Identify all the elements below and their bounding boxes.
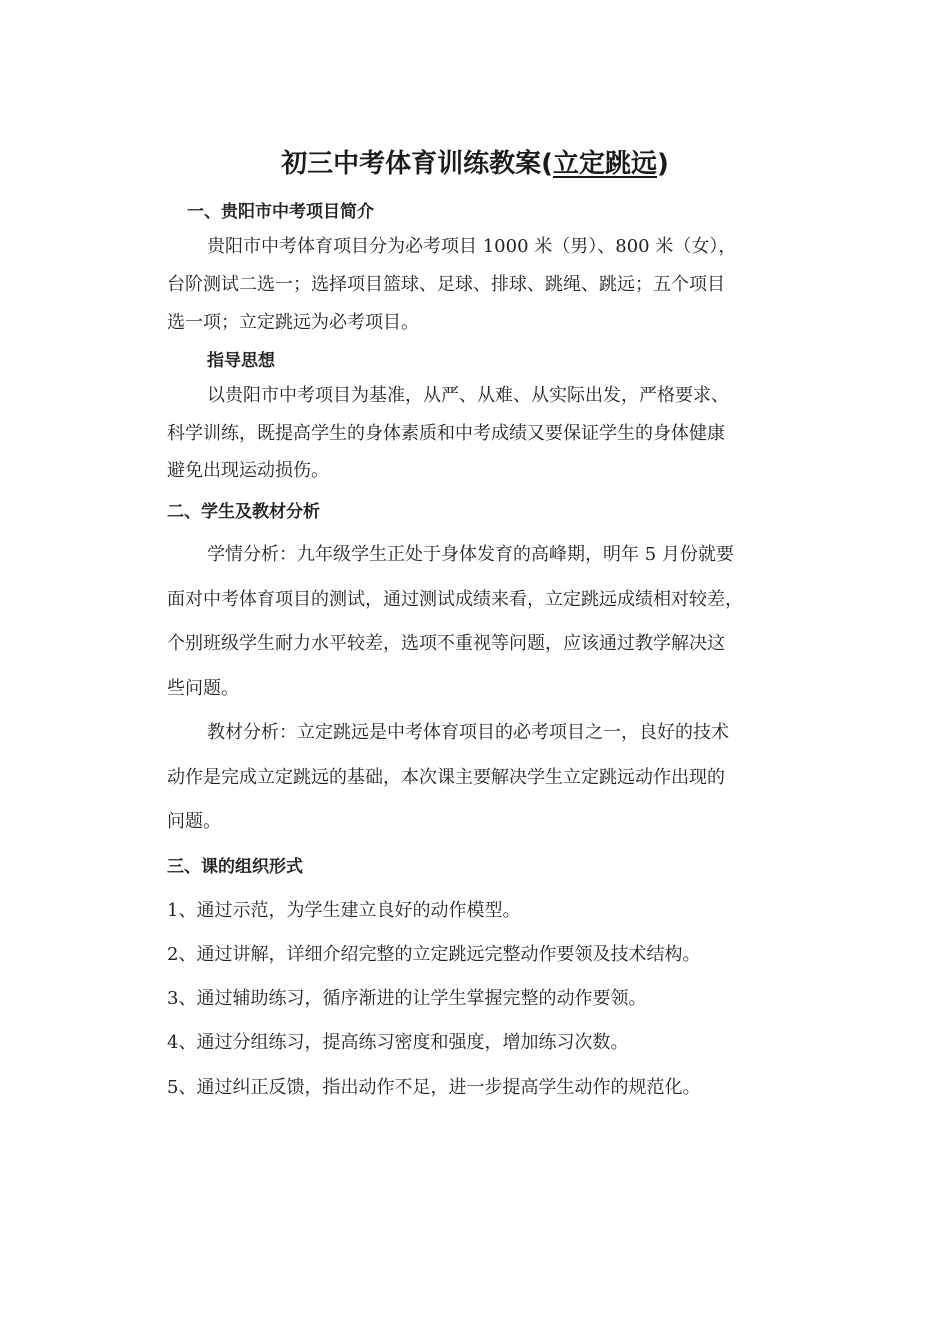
guide-line: 科学训练，既提高学生的身体素质和中考成绩又要保证学生的身体健康: [167, 423, 725, 444]
student-analysis-line: 学情分析：九年级学生正处于身体发育的高峰期，明年 5 月份就要: [207, 544, 734, 565]
list-item: 1、通过示范，为学生建立良好的动作模型。: [167, 900, 521, 921]
material-analysis-line: 动作是完成立定跳远的基础，本次课主要解决学生立定跳远动作出现的: [167, 767, 725, 788]
title-main: 初三中考体育训练教案(: [281, 149, 553, 179]
student-analysis-line: 些问题。: [167, 678, 239, 699]
list-item: 5、通过纠正反馈，指出动作不足，进一步提高学生动作的规范化。: [167, 1077, 701, 1098]
section1-line: 贵阳市中考体育项目分为必考项目 1000 米（男）、800 米（女），: [207, 236, 737, 257]
student-analysis-line: 个别班级学生耐力水平较差，选项不重视等问题，应该通过教学解决这: [167, 633, 725, 654]
section3-heading: 三、课的组织形式: [167, 857, 303, 877]
guide-subheading: 指导思想: [207, 351, 275, 371]
guide-line: 避免出现运动损伤。: [167, 460, 329, 481]
list-item: 3、通过辅助练习，循序渐进的让学生掌握完整的动作要领。: [167, 988, 647, 1009]
material-analysis-line: 教材分析：立定跳远是中考体育项目的必考项目之一，良好的技术: [207, 722, 729, 743]
title-underlined: 立定跳远: [552, 149, 657, 179]
material-analysis-line: 问题。: [167, 811, 221, 832]
section2-heading: 二、学生及教材分析: [167, 502, 320, 522]
list-item: 4、通过分组练习，提高练习密度和强度，增加练习次数。: [167, 1032, 629, 1053]
guide-line: 以贵阳市中考项目为基准，从严、从难、从实际出发，严格要求、: [207, 385, 729, 406]
student-analysis-line: 面对中考体育项目的测试，通过测试成绩来看，立定跳远成绩相对较差，: [167, 589, 743, 610]
section1-line: 台阶测试二选一；选择项目篮球、足球、排球、跳绳、跳远；五个项目: [167, 274, 725, 295]
section1-heading: 一、贵阳市中考项目简介: [187, 202, 374, 222]
document-title: [0, 146, 950, 182]
title-end: ): [657, 149, 669, 179]
section1-line: 选一项；立定跳远为必考项目。: [167, 312, 419, 333]
list-item: 2、通过讲解，详细介绍完整的立定跳远完整动作要领及技术结构。: [167, 944, 701, 965]
